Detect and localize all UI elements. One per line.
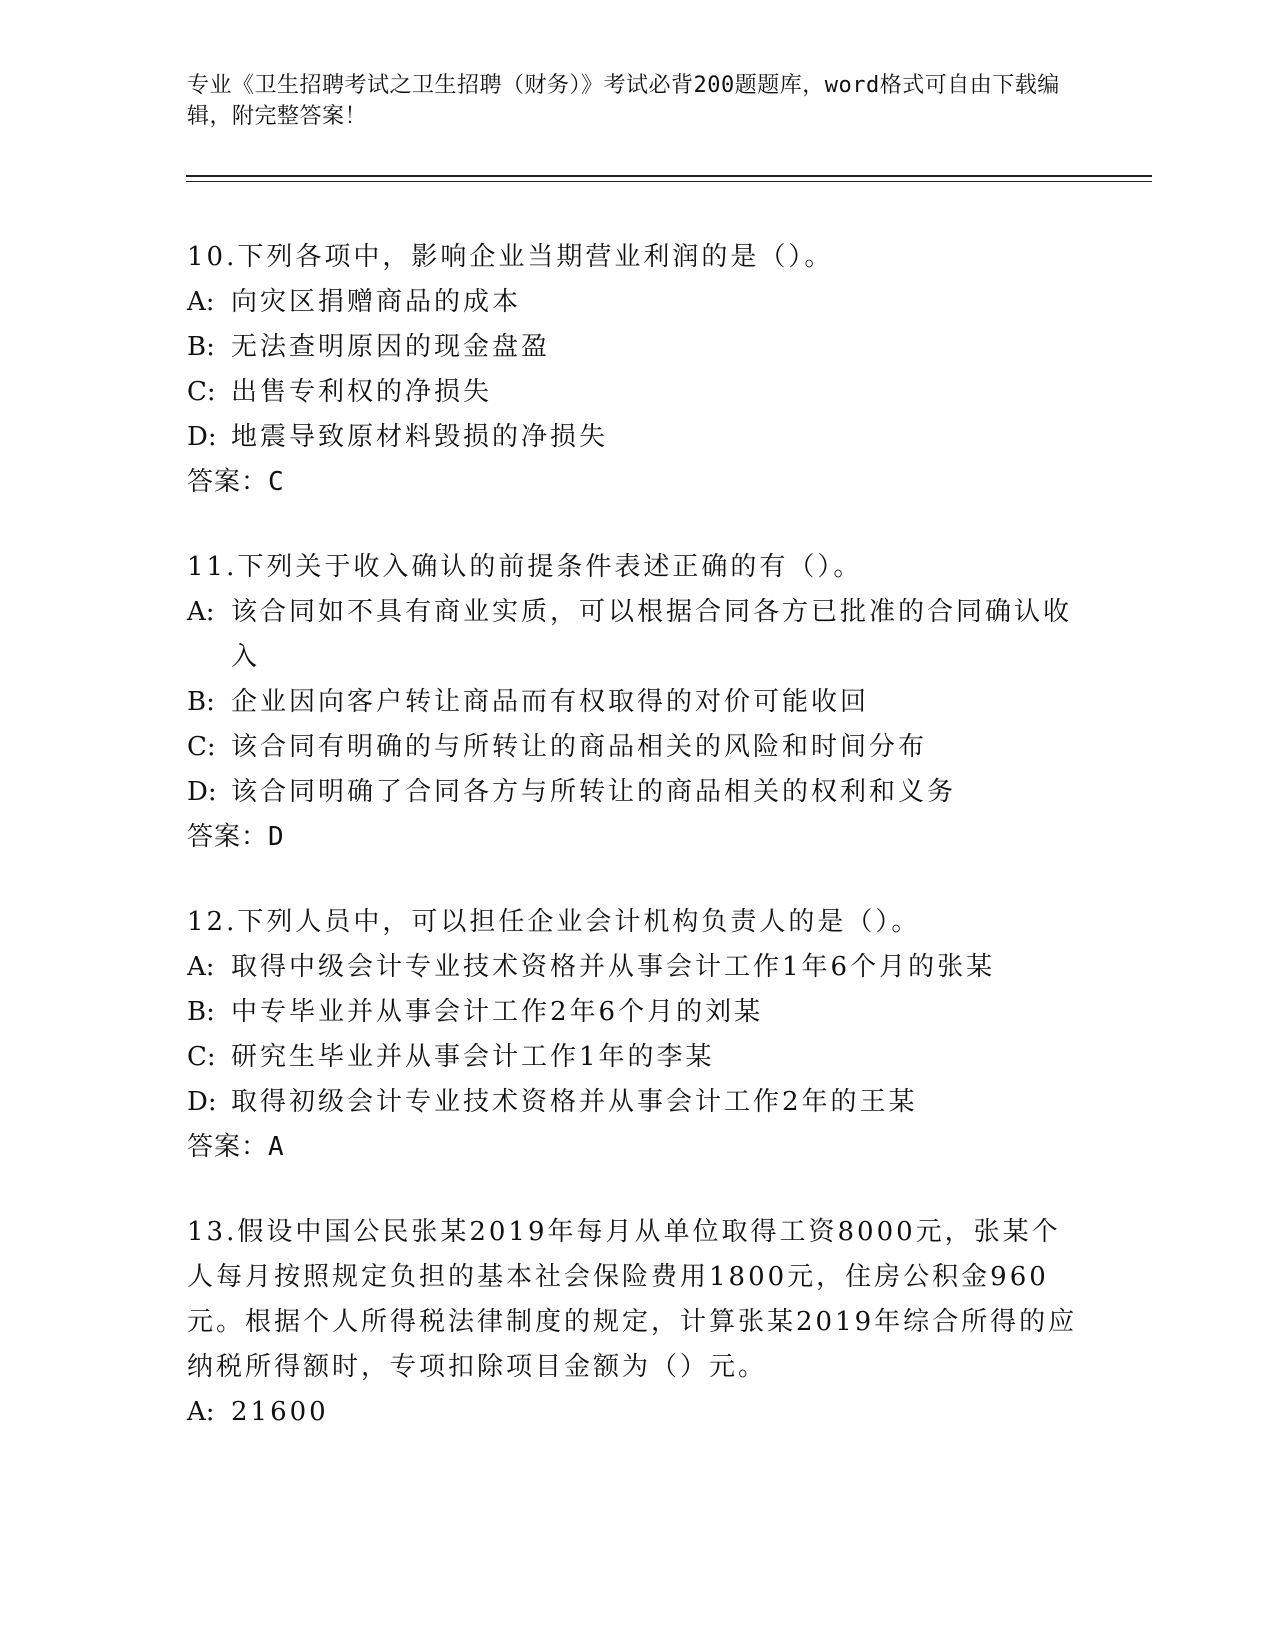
option-letter: A:	[187, 287, 215, 317]
option-letter: A:	[187, 597, 215, 627]
option-letter: B:	[187, 997, 215, 1027]
option-text: 研究生毕业并从事会计工作1年的李某	[231, 1042, 715, 1072]
option-d	[187, 770, 1087, 815]
answer-line	[187, 1125, 1087, 1170]
answer-line	[187, 815, 1087, 860]
option-b	[187, 990, 1087, 1035]
option-c	[187, 370, 1087, 415]
answer-label: 答案：	[187, 467, 269, 497]
option-d	[187, 415, 1087, 460]
option-text: 21600	[231, 1397, 329, 1427]
option-letter: B:	[187, 687, 215, 717]
option-c	[187, 725, 1087, 770]
option-b	[187, 680, 1087, 725]
question-stem: 13.假设中国公民张某2019年每月从单位取得工资8000元，张某个人每月按照规定负担的基本社会保险费用1800元，住房公积金960元。根据个人所得税法律制度的规定，计算张某2019年综合所得的应纳税所得额时，专项扣除项目金额为（）元。	[187, 1217, 1078, 1382]
option-letter: C:	[187, 377, 216, 407]
answer-label: 答案：	[187, 1132, 269, 1162]
option-a	[187, 945, 1087, 990]
question-stem: 10.下列各项中，影响企业当期营业利润的是（）。	[187, 242, 834, 272]
option-text: 向灾区捐赠商品的成本	[231, 287, 522, 317]
question-13	[187, 1210, 1087, 1435]
option-text: 中专毕业并从事会计工作2年6个月的刘某	[231, 997, 764, 1027]
question-11	[187, 545, 1087, 860]
answer-value: A	[268, 1132, 285, 1162]
option-letter: C:	[187, 1042, 216, 1072]
option-text: 企业因向客户转让商品而有权取得的对价可能收回	[231, 687, 870, 717]
option-letter: C:	[187, 732, 216, 762]
header-divider-thin	[186, 181, 1152, 182]
option-text: 无法查明原因的现金盘盈	[231, 332, 551, 362]
option-text: 取得初级会计专业技术资格并从事会计工作2年的王某	[231, 1087, 918, 1117]
question-12	[187, 900, 1087, 1170]
question-list	[187, 235, 1087, 1475]
answer-label: 答案：	[187, 822, 269, 852]
option-letter: D:	[187, 1087, 217, 1117]
question-stem: 11.下列关于收入确认的前提条件表述正确的有（）。	[187, 552, 863, 582]
option-a	[187, 1390, 1087, 1435]
option-text: 该合同明确了合同各方与所转让的商品相关的权利和义务	[231, 777, 957, 807]
option-text: 地震导致原材料毁损的净损失	[231, 422, 609, 452]
option-text: 出售专利权的净损失	[231, 377, 493, 407]
document-header: 专业《卫生招聘考试之卫生招聘（财务）》考试必背200题题库，word格式可自由下载编辑，附完整答案！	[187, 73, 1060, 129]
answer-line	[187, 460, 1087, 505]
option-letter: D:	[187, 777, 217, 807]
option-b	[187, 325, 1087, 370]
option-letter: D:	[187, 422, 217, 452]
question-10	[187, 235, 1087, 505]
option-a	[187, 280, 1087, 325]
option-letter: B:	[187, 332, 215, 362]
question-stem: 12.下列人员中，可以担任企业会计机构负责人的是（）。	[187, 907, 921, 937]
option-letter: A:	[187, 952, 215, 982]
header-divider	[186, 175, 1152, 177]
option-text: 该合同如不具有商业实质，可以根据合同各方已批准的合同确认收入	[231, 597, 1073, 672]
option-text: 取得中级会计专业技术资格并从事会计工作1年6个月的张某	[231, 952, 996, 982]
option-c	[187, 1035, 1087, 1080]
option-text: 该合同有明确的与所转让的商品相关的风险和时间分布	[231, 732, 928, 762]
answer-value: D	[268, 822, 285, 852]
option-a	[187, 590, 1087, 680]
option-letter: A:	[187, 1397, 215, 1427]
answer-value: C	[268, 467, 285, 497]
option-d	[187, 1080, 1087, 1125]
